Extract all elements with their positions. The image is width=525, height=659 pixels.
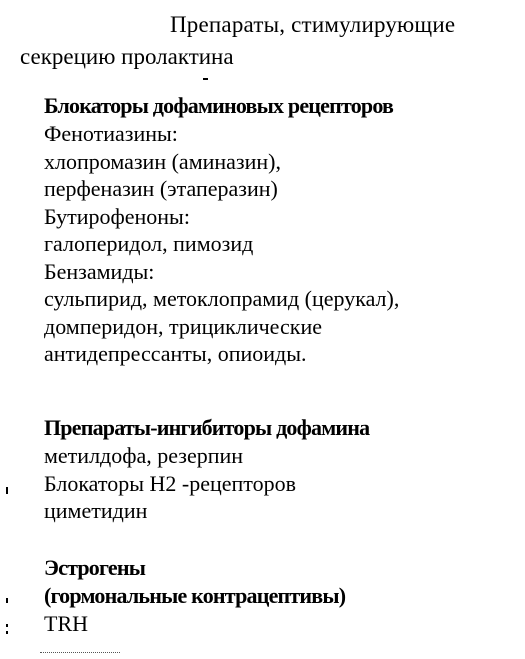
section-line: перфеназин (этаперазин) [44, 176, 278, 201]
section-line: Бензамиды: [44, 258, 155, 284]
bottom-edge-artifact [40, 652, 120, 656]
section-line: антидепрессанты, опиоиды. [44, 341, 307, 366]
section-line: галоперидол, пимозид [44, 231, 254, 256]
section-dopamine-inhibitors [44, 414, 369, 525]
page-title-line-1: Препараты, стимулирующие [170, 12, 456, 37]
dash-mark [203, 78, 208, 80]
section-line: Бутирофеноны: [44, 203, 190, 229]
section-line: домперидон, трициклические [44, 313, 322, 339]
section-heading: Блокаторы дофаминовых рецепторов [44, 93, 394, 118]
section-estrogens [44, 554, 345, 638]
section-dopamine-receptor-blockers [44, 92, 399, 368]
section-heading: Препараты-ингибиторы дофамина [44, 415, 370, 440]
section-line: сульпирид, метоклопрамид (церукал), [44, 286, 400, 311]
margin-mark [6, 598, 8, 603]
section-line: Фенотиазины: [44, 121, 178, 146]
margin-mark [6, 631, 8, 634]
section-line: метилдофа, резерпин [44, 443, 244, 468]
section-line: циметидин [44, 498, 148, 523]
section-line: TRH [44, 611, 88, 636]
margin-mark [6, 487, 8, 494]
section-subheading: (гормональные контрацептивы) [44, 583, 346, 608]
section-line: хлопромазин (аминазин), [44, 148, 281, 174]
section-heading: Эстрогены [44, 555, 146, 580]
page-title-line-2: секрецию пролактина [20, 44, 234, 69]
margin-mark [6, 624, 8, 627]
section-line: Блокаторы Н2 -рецепторов [44, 470, 296, 496]
